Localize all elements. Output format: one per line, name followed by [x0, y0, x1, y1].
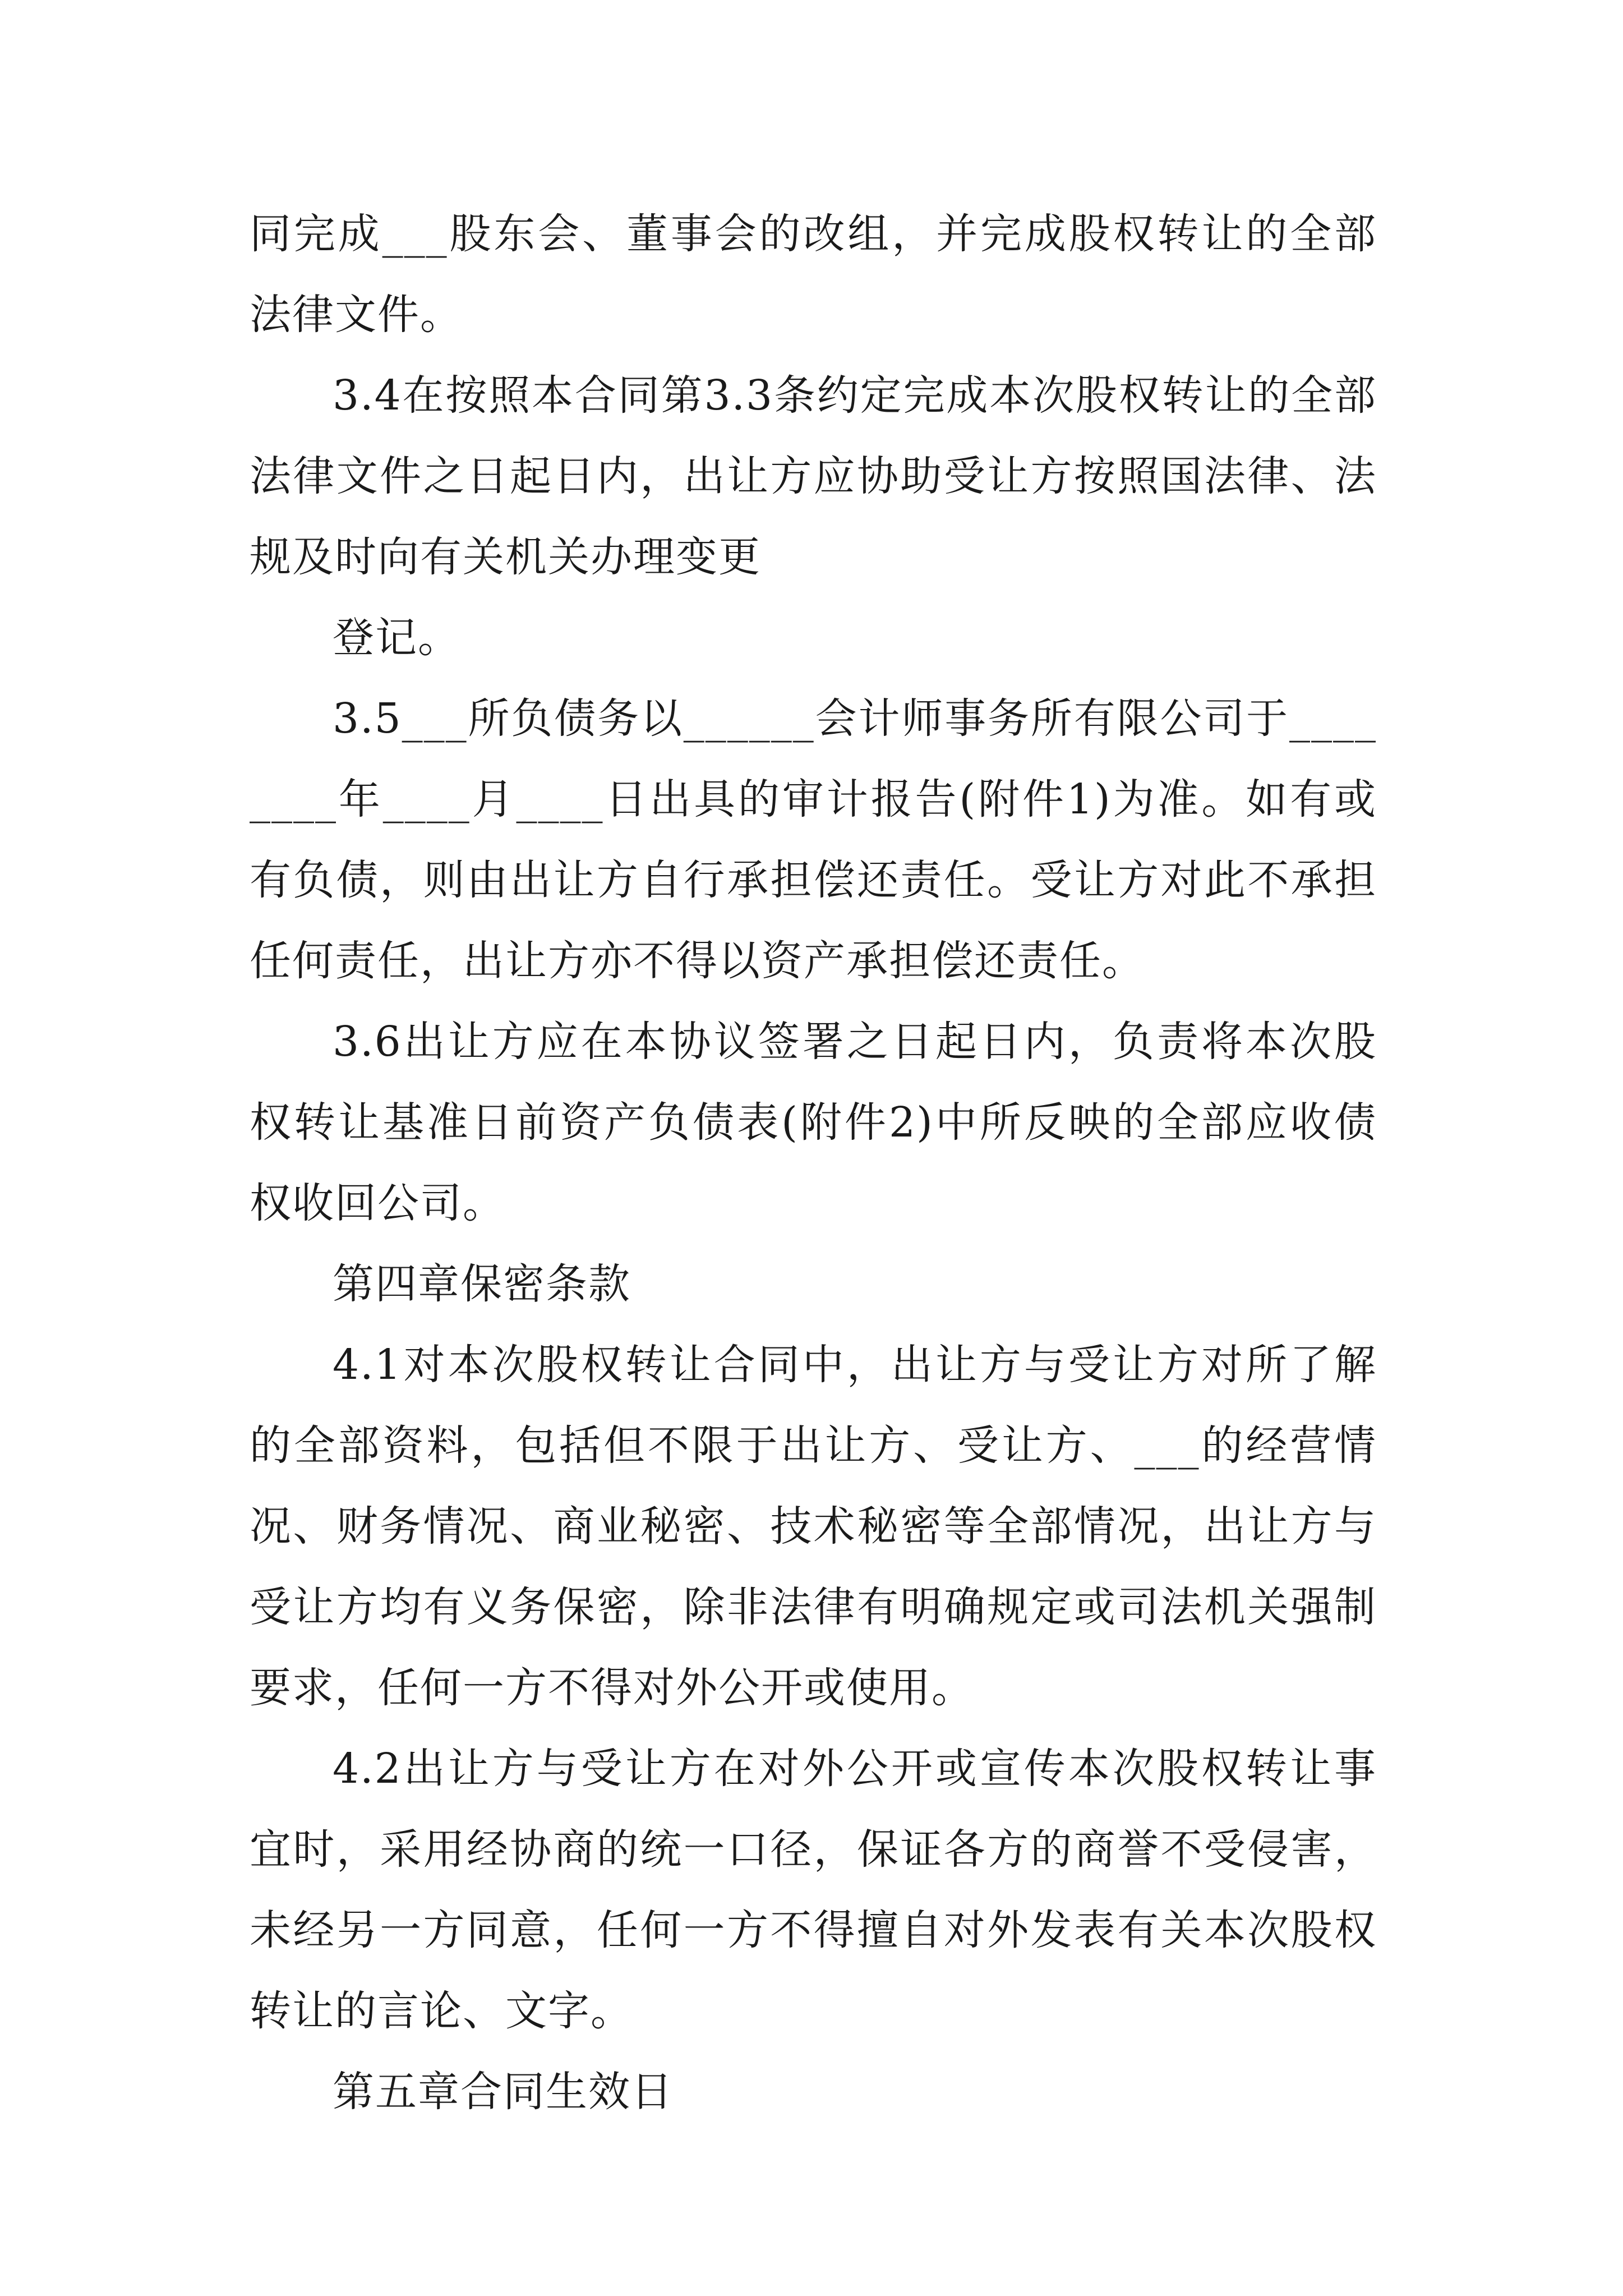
- document-body: [250, 194, 1377, 2132]
- clause-3-4-tail: 登记。: [333, 614, 460, 662]
- clause-4-1: 4.1对本次股权转让合同中，出让方与受让方对所了解的全部资料，包括但不限于出让方、受让方、___的经营情况、财务情况、商业秘密、技术秘密等全部情况，出让方与受让方均有义务保密，除非法律有明确规定或司法机关强制要求，任何一方不得对外公开或使用。: [250, 1341, 1377, 1712]
- paragraph-continuation: 同完成___股东会、董事会的改组，并完成股权转让的全部法律文件。: [250, 210, 1377, 339]
- clause-3-5: 3.5___所负债务以______会计师事务所有限公司于________年____月____日出具的审计报告(附件1)为准。如有或有负债，则由出让方自行承担偿还责任。受让方对此不承担任何责任，出让方亦不得以资产承担偿还责任。: [250, 694, 1377, 985]
- chapter-5-heading: 第五章合同生效日: [333, 2068, 674, 2116]
- clause-3-6: 3.6出让方应在本协议签署之日起日内，负责将本次股权转让基准日前资产负债表(附件2)中所反映的全部应收债权收回公司。: [250, 1018, 1377, 1227]
- clause-3-4: 3.4在按照本合同第3.3条约定完成本次股权转让的全部法律文件之日起日内，出让方应协助受让方按照国法律、法规及时向有关机关办理变更: [250, 371, 1377, 581]
- chapter-4-heading: 第四章保密条款: [333, 1260, 631, 1308]
- clause-4-2: 4.2出让方与受让方在对外公开或宣传本次股权转让事宜时，采用经协商的统一口径，保证各方的商誉不受侵害，未经另一方同意，任何一方不得擅自对外发表有关本次股权转让的言论、文字。: [250, 1745, 1377, 2035]
